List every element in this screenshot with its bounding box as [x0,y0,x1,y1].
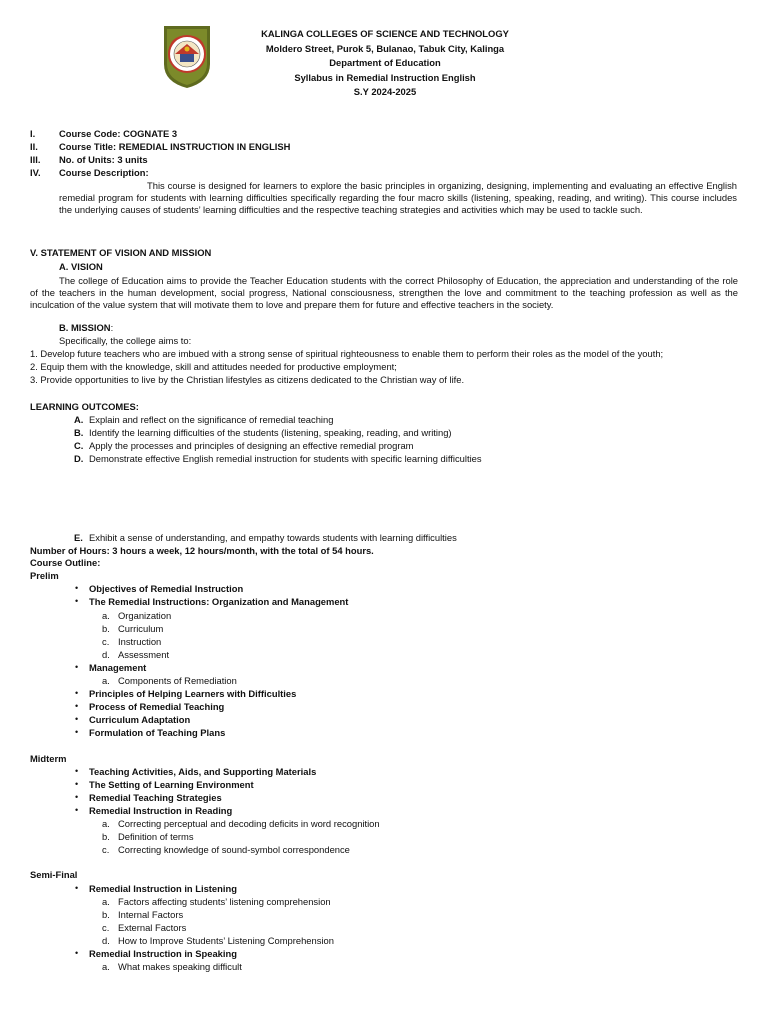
subtopic-marker: b. [102,623,110,634]
subtopic-item [102,908,334,921]
mission-intro: Specifically, the college aims to: [59,335,192,346]
topic-item: • The Remedial Instructions: Organization and Management [89,595,348,608]
outcome-letter: A. [74,414,84,425]
prelim-organization-subtopics [102,609,172,661]
subtopic-marker: c. [102,636,110,647]
outcome-letter: D. [74,453,84,464]
department-name: Department of Education [329,57,441,68]
item-number: I. [30,128,36,139]
subtopic-text: Instruction [118,636,162,647]
topic-item: • Remedial Instruction in Speaking [89,947,237,960]
subtopic-item [102,817,380,830]
subtopic-item [102,960,242,973]
vision-mission-heading: V. STATEMENT OF VISION AND MISSION [30,247,212,258]
outcome-text: Apply the processes and principles of designing an effective remedial program [89,440,414,451]
subtopic-text: How to Improve Students’ Listening Comprehension [118,935,334,946]
subtopic-marker: b. [102,909,110,920]
midterm-reading-subtopics [102,817,380,856]
course-units: No. of Units: 3 units [59,154,148,165]
mission-heading-line [59,322,113,334]
outcome-letter: C. [74,440,84,451]
outcome-text: Demonstrate effective English remedial instruction for students with specific learning difficulties [89,453,482,464]
subtopic-text: Organization [118,610,172,621]
midterm-topics [89,765,316,817]
item-number: III. [30,154,41,165]
semifinal-topics [89,882,237,895]
prelim-topics [89,687,296,739]
item-number: IV. [30,167,41,178]
subtopic-text: Assessment [118,649,170,660]
document-header [200,27,570,100]
subtopic-item [102,921,334,934]
topic-item: • Management [89,661,146,674]
course-title: Course Title: REMEDIAL INSTRUCTION IN ENGLISH [59,141,291,152]
course-code: Course Code: COGNATE 3 [59,128,178,139]
topic-item: • Remedial Instruction in Reading [89,804,316,817]
college-address: Moldero Street, Purok 5, Bulanao, Tabuk City, Kalinga [265,42,505,54]
subtopic-text: Correcting knowledge of sound-symbol correspondence [118,844,350,855]
outcome-text: Exhibit a sense of understanding, and empathy towards students with learning difficulties [89,532,457,543]
topic-item: • Remedial Instruction in Listening [89,882,237,895]
subtopic-item [102,609,172,622]
topic-item: • Process of Remedial Teaching [89,700,296,713]
subtopic-marker: c. [102,922,110,933]
subtopic-marker: a. [102,961,110,972]
subtopic-marker: a. [102,675,110,686]
subtopic-marker: a. [102,610,110,621]
subtopic-item [102,674,237,687]
topic-item: • Formulation of Teaching Plans [89,726,296,739]
topic-item: • Principles of Helping Learners with Difficulties [89,687,296,700]
mission-item: 2. Equip them with the knowledge, skill and attitudes needed for productive employment; [30,361,397,372]
subtopic-text: What makes speaking difficult [118,961,242,972]
subtopic-text: Internal Factors [118,909,184,920]
college-name: KALINGA COLLEGES OF SCIENCE AND TECHNOLOGY [261,28,509,39]
semifinal-topics [89,947,237,960]
subtopic-item [102,648,171,661]
outcome-text: Identify the learning difficulties of the students (listening, speaking, reading, and writing) [89,427,452,438]
semifinal-speaking-subtopics [102,960,242,973]
subtopic-item [102,622,171,635]
topic-item: • Remedial Teaching Strategies [89,791,316,804]
topic-item: • Curriculum Adaptation [89,713,296,726]
subtopic-text: Definition of terms [118,831,194,842]
number-of-hours: Number of Hours: 3 hours a week, 12 hours/month, with the total of 54 hours. [30,545,374,556]
subtopic-marker: a. [102,896,110,907]
subtopic-marker: d. [102,649,110,660]
prelim-management-subtopics [102,674,237,687]
subtopic-marker: a. [102,818,110,829]
subtopic-item [102,843,380,856]
item-number: II. [30,141,38,152]
subtopic-item [102,934,334,947]
subtopic-marker: c. [102,844,110,855]
topic-item: • Objectives of Remedial Instruction [89,582,348,595]
syllabus-title: Syllabus in Remedial Instruction English [294,71,476,83]
subtopic-text: Factors affecting students’ listening comprehension [118,896,331,907]
topic-item: • The Setting of Learning Environment [89,778,316,791]
course-description-text: This course is designed for learners to explore the basic principles in organizing, designing, implementing and evaluating an effective English remedial program for students with learning difficulties specifically regarding the four macro skills (listening, speaking, reading, and writing). This course includes the underlying causes of students’ learning difficulties and the respective teaching strategies and activities which may be used to tackle such. [59,180,737,215]
subtopic-text: External Factors [118,922,187,933]
mission-heading: B. MISSION [59,322,111,333]
subtopic-item [102,635,171,648]
vision-text: The college of Education aims to provide the Teacher Education students with the correct Philosophy of Education, the appreciation and understanding of the role of the teachers in the human development, social progress, National consciousness, strengthen the love and commitment to the teaching profession as well as the inculcation of the value system that will motivate them to love and prepare them for future and effective teachers in the society. [30,275,738,310]
semifinal-heading: Semi-Final [30,869,78,880]
vision-heading: A. VISION [59,261,103,272]
outcome-letter: E. [74,532,83,543]
prelim-heading: Prelim [30,570,59,581]
prelim-topics [89,582,348,608]
outcome-text: Explain and reflect on the significance of remedial teaching [89,414,334,425]
course-outline-heading: Course Outline: [30,557,101,568]
outcome-letter: B. [74,427,84,438]
subtopic-text: Correcting perceptual and decoding deficits in word recognition [118,818,380,829]
learning-outcomes-heading: LEARNING OUTCOMES: [30,401,139,412]
subtopic-item [102,895,334,908]
mission-item: 1. Develop future teachers who are imbued with a strong sense of spiritual righteousness to enable them to perform their roles as the model of the youth; [30,348,664,359]
midterm-heading: Midterm [30,753,67,764]
subtopic-marker: d. [102,935,110,946]
subtopic-item [102,830,380,843]
topic-item: • Teaching Activities, Aids, and Supporting Materials [89,765,316,778]
course-description-label: Course Description: [59,167,149,178]
prelim-topics [89,661,146,674]
mission-colon: : [110,322,114,333]
subtopic-text: Components of Remediation [118,675,237,686]
semifinal-listening-subtopics [102,895,334,947]
subtopic-marker: b. [102,831,110,842]
mission-item: 3. Provide opportunities to live by the Christian lifestyles as citizens dedicated to the Christian way of life. [30,374,465,385]
school-year: S.Y 2024-2025 [353,86,417,97]
subtopic-text: Curriculum [118,623,164,634]
